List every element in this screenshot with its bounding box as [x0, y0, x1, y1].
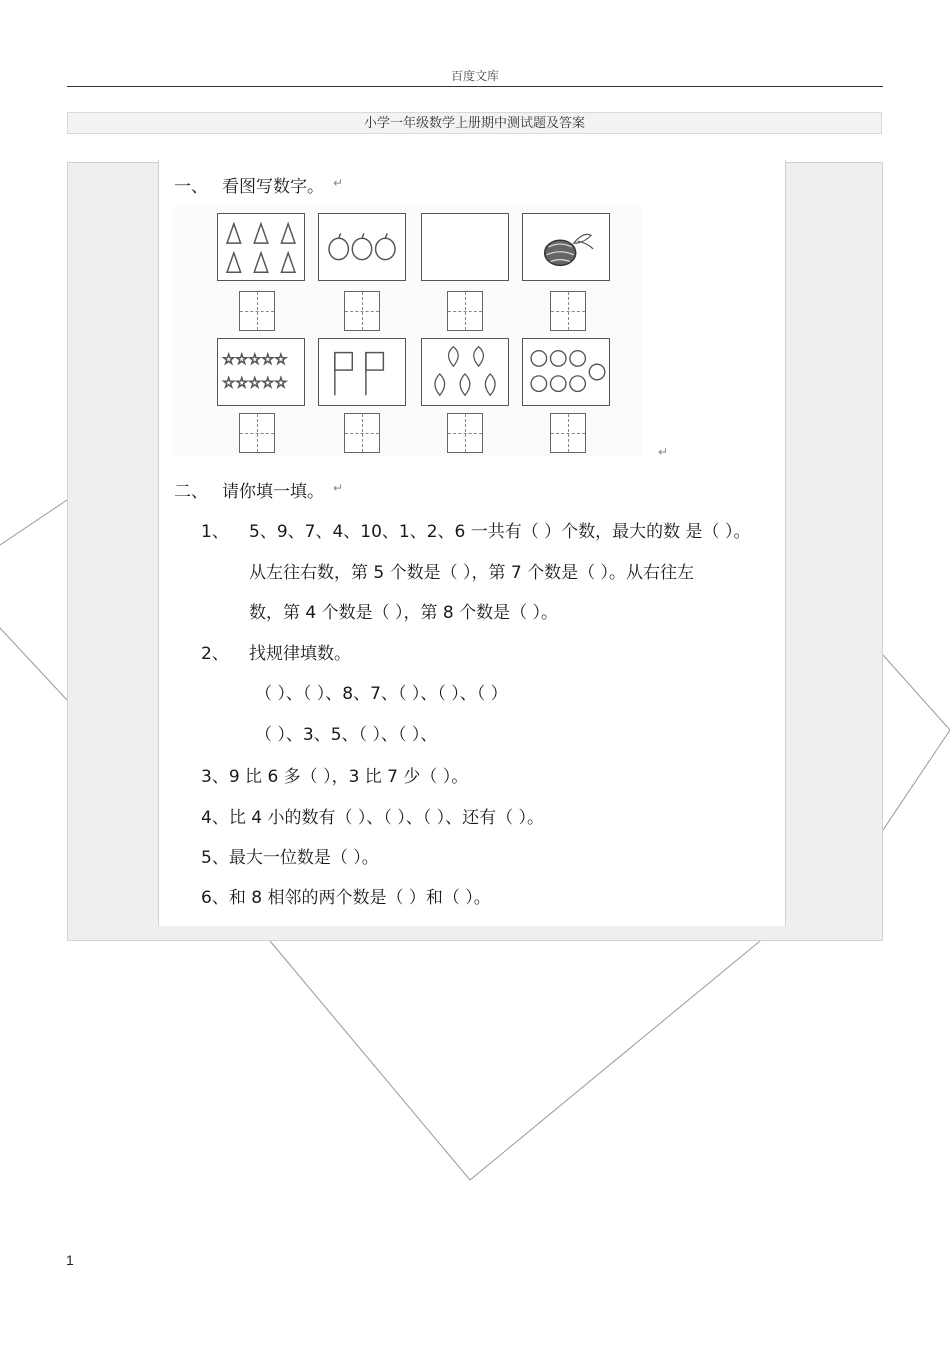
question-1-number: 1、 — [201, 522, 229, 542]
watermelon-picture — [522, 213, 610, 281]
return-mark: ↵ — [333, 481, 344, 495]
answer-box[interactable] — [447, 413, 483, 453]
apples-picture — [318, 213, 406, 281]
answer-box[interactable] — [239, 291, 275, 331]
answer-box[interactable] — [344, 413, 380, 453]
question-1-line-1: 5、9、7、4、10、1、2、6 一共有（ ）个数，最大的数 是（ ）。 — [249, 522, 751, 542]
question-4: 4、比 4 小的数有（ ）、（ ）、（ ）、还有（ ）。 — [201, 808, 545, 828]
answer-box[interactable] — [550, 291, 586, 331]
question-3: 3、9 比 6 多（ ），3 比 7 少（ ）。 — [201, 767, 469, 787]
question-2-heading: 找规律填数。 — [249, 644, 351, 664]
question-1-line-2: 从左往右数，第 5 个数是（ ），第 7 个数是（ ）。从右往左 — [249, 563, 695, 583]
flags-picture — [318, 338, 406, 406]
header-site-name: 百度文库 — [450, 69, 499, 83]
question-2-line-1: （ ）、（ ）、8、7、（ ）、（ ）、（ ） — [255, 684, 508, 704]
section-1-number: 一、 — [174, 177, 208, 197]
section-2-heading: 请你填一填。 — [222, 482, 324, 502]
stars-picture — [217, 338, 305, 406]
question-2-number: 2、 — [201, 644, 229, 664]
circles-picture — [522, 338, 610, 406]
triangles-picture — [217, 213, 305, 281]
section-1-heading: 看图写数字。 — [222, 177, 324, 197]
page-number: 1 — [66, 1252, 74, 1268]
svg-text:☆☆☆☆☆: ☆☆☆☆☆ — [222, 351, 288, 369]
header-divider — [67, 86, 883, 87]
question-1-line-3: 数，第 4 个数是（ ），第 8 个数是（ ）。 — [249, 603, 559, 623]
answer-box[interactable] — [344, 291, 380, 331]
question-2-line-2: （ ）、3、5、（ ）、（ ）、 — [255, 725, 438, 745]
return-mark: ↵ — [333, 176, 344, 190]
answer-box[interactable] — [550, 413, 586, 453]
return-mark: ↵ — [658, 445, 669, 459]
section-2-number: 二、 — [174, 482, 208, 502]
svg-text:☆☆☆☆☆: ☆☆☆☆☆ — [222, 374, 288, 392]
answer-box[interactable] — [447, 291, 483, 331]
peaches-picture — [421, 338, 509, 406]
answer-box[interactable] — [239, 413, 275, 453]
question-5: 5、最大一位数是（ ）。 — [201, 848, 379, 868]
document-title: 小学一年级数学上册期中测试题及答案 — [67, 112, 882, 134]
empty-picture — [421, 213, 509, 281]
question-6: 6、和 8 相邻的两个数是（ ）和（ ）。 — [201, 888, 491, 908]
